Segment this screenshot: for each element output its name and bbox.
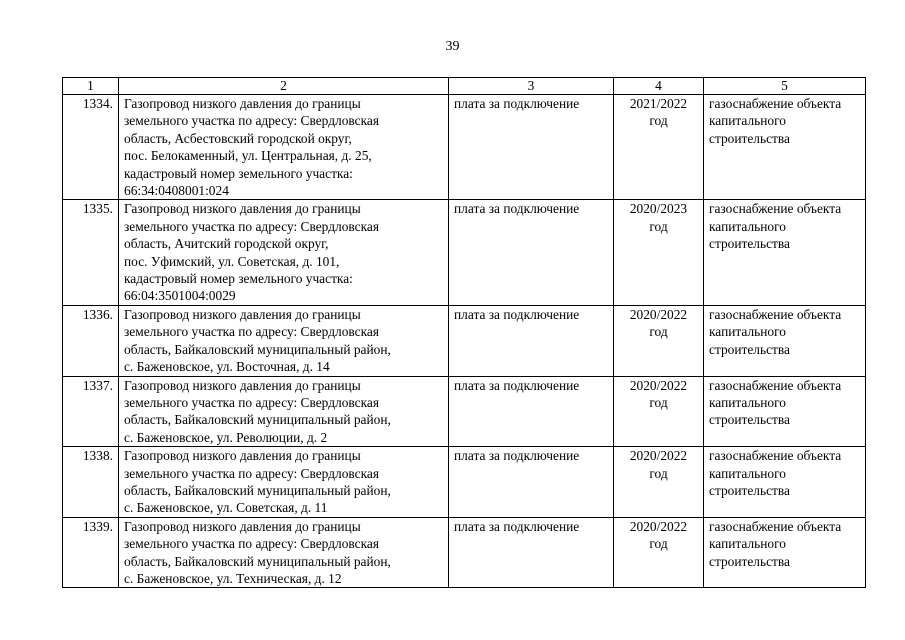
purpose <box>704 200 866 305</box>
object-description-line: Газопровод низкого давления до границы <box>124 448 361 464</box>
purpose-line: газоснабжение объекта <box>709 306 842 322</box>
implementation-period-line: 2020/2022 <box>629 377 688 393</box>
investment-program-table <box>62 77 866 588</box>
implementation-period-line: 2020/2022 <box>629 518 688 534</box>
object-description <box>119 447 449 518</box>
purpose <box>704 95 866 200</box>
implementation-period <box>614 517 704 588</box>
row-number: 1335. <box>63 200 119 305</box>
implementation-period-line: 2020/2022 <box>629 306 688 322</box>
object-description <box>119 376 449 447</box>
object-description-line: область, Байкаловский муниципальный район, <box>124 482 391 498</box>
implementation-period-line: 2020/2023 <box>629 201 688 217</box>
implementation-period <box>614 447 704 518</box>
object-description-line: Газопровод низкого давления до границы <box>124 96 361 111</box>
row-number: 1339. <box>63 517 119 588</box>
object-description-line: с. Баженовское, ул. Советская, д. 11 <box>124 500 328 516</box>
object-description-line: земельного участка по адресу: Свердловская <box>124 113 379 129</box>
object-description-line: область, Асбестовский городской округ, <box>124 130 352 146</box>
object-description <box>119 95 449 200</box>
implementation-period <box>614 200 704 305</box>
row-number: 1338. <box>63 447 119 518</box>
purpose <box>704 447 866 518</box>
object-description <box>119 305 449 376</box>
table-row <box>63 305 866 376</box>
purpose <box>704 305 866 376</box>
object-description-line: кадастровый номер земельного участка: <box>124 271 353 287</box>
purpose <box>704 376 866 447</box>
purpose-line: газоснабжение объекта <box>709 96 842 111</box>
implementation-period <box>614 95 704 200</box>
object-description-line: Газопровод низкого давления до границы <box>124 518 361 534</box>
purpose-line: капитального <box>709 465 786 481</box>
header-col-3: 3 <box>449 78 614 95</box>
header-col-5: 5 <box>704 78 866 95</box>
object-description-line: область, Байкаловский муниципальный район, <box>124 341 391 357</box>
table-row <box>63 95 866 200</box>
object-description-line: пос. Белокаменный, ул. Центральная, д. 25, <box>124 148 372 164</box>
object-description-line: с. Баженовское, ул. Революции, д. 2 <box>124 429 328 445</box>
object-description-line: Газопровод низкого давления до границы <box>124 201 361 217</box>
financing-source: плата за подключение <box>449 517 614 588</box>
object-description-line: земельного участка по адресу: Свердловская <box>124 324 379 340</box>
purpose-line: капитального <box>709 218 786 234</box>
header-col-2: 2 <box>119 78 449 95</box>
purpose-line: строительства <box>709 236 790 252</box>
object-description-line: земельного участка по адресу: Свердловская <box>124 394 379 410</box>
table-row <box>63 517 866 588</box>
implementation-period-line: год <box>649 536 668 552</box>
implementation-period <box>614 376 704 447</box>
object-description-line: с. Баженовское, ул. Восточная, д. 14 <box>124 359 330 375</box>
purpose-line: капитального <box>709 324 786 340</box>
financing-source: плата за подключение <box>449 200 614 305</box>
row-number: 1337. <box>63 376 119 447</box>
object-description-line: Газопровод низкого давления до границы <box>124 377 361 393</box>
purpose-line: строительства <box>709 341 790 357</box>
financing-source: плата за подключение <box>449 305 614 376</box>
implementation-period-line: год <box>649 113 668 129</box>
object-description-line: земельного участка по адресу: Свердловская <box>124 218 379 234</box>
purpose <box>704 517 866 588</box>
purpose-line: капитального <box>709 536 786 552</box>
purpose-line: строительства <box>709 553 790 569</box>
header-row <box>63 78 866 95</box>
implementation-period-line: 2021/2022 <box>629 96 688 111</box>
object-description-line: Газопровод низкого давления до границы <box>124 306 361 322</box>
purpose-line: газоснабжение объекта <box>709 448 842 464</box>
header-col-1: 1 <box>63 78 119 95</box>
implementation-period <box>614 305 704 376</box>
object-description-line: 66:34:0408001:024 <box>124 183 229 199</box>
object-description-line: кадастровый номер земельного участка: <box>124 165 353 181</box>
purpose-line: капитального <box>709 113 786 129</box>
purpose-line: газоснабжение объекта <box>709 518 842 534</box>
purpose-line: строительства <box>709 412 790 428</box>
object-description-line: пос. Уфимский, ул. Советская, д. 101, <box>124 253 340 269</box>
object-description-line: с. Баженовское, ул. Техническая, д. 12 <box>124 570 342 586</box>
object-description <box>119 200 449 305</box>
object-description-line: земельного участка по адресу: Свердловская <box>124 465 379 481</box>
table-row <box>63 376 866 447</box>
object-description-line: область, Байкаловский муниципальный район, <box>124 553 391 569</box>
purpose-line: газоснабжение объекта <box>709 201 842 217</box>
financing-source: плата за подключение <box>449 95 614 200</box>
purpose-line: строительства <box>709 130 790 146</box>
object-description-line: земельного участка по адресу: Свердловская <box>124 536 379 552</box>
purpose-line: строительства <box>709 482 790 498</box>
implementation-period-line: 2020/2022 <box>629 448 688 464</box>
purpose-line: газоснабжение объекта <box>709 377 842 393</box>
row-number: 1334. <box>63 95 119 200</box>
financing-source: плата за подключение <box>449 447 614 518</box>
implementation-period-line: год <box>649 218 668 234</box>
object-description-line: 66:04:3501004:0029 <box>124 288 236 304</box>
object-description <box>119 517 449 588</box>
page-number: 39 <box>445 39 460 54</box>
row-number: 1336. <box>63 305 119 376</box>
implementation-period-line: год <box>649 324 668 340</box>
financing-source: плата за подключение <box>449 376 614 447</box>
table-row <box>63 200 866 305</box>
object-description-line: область, Байкаловский муниципальный район, <box>124 412 391 428</box>
purpose-line: капитального <box>709 394 786 410</box>
table-body <box>63 95 866 588</box>
table-header <box>63 78 866 95</box>
object-description-line: область, Ачитский городской округ, <box>124 236 329 252</box>
implementation-period-line: год <box>649 394 668 410</box>
header-col-4: 4 <box>614 78 704 95</box>
table-row <box>63 447 866 518</box>
implementation-period-line: год <box>649 465 668 481</box>
